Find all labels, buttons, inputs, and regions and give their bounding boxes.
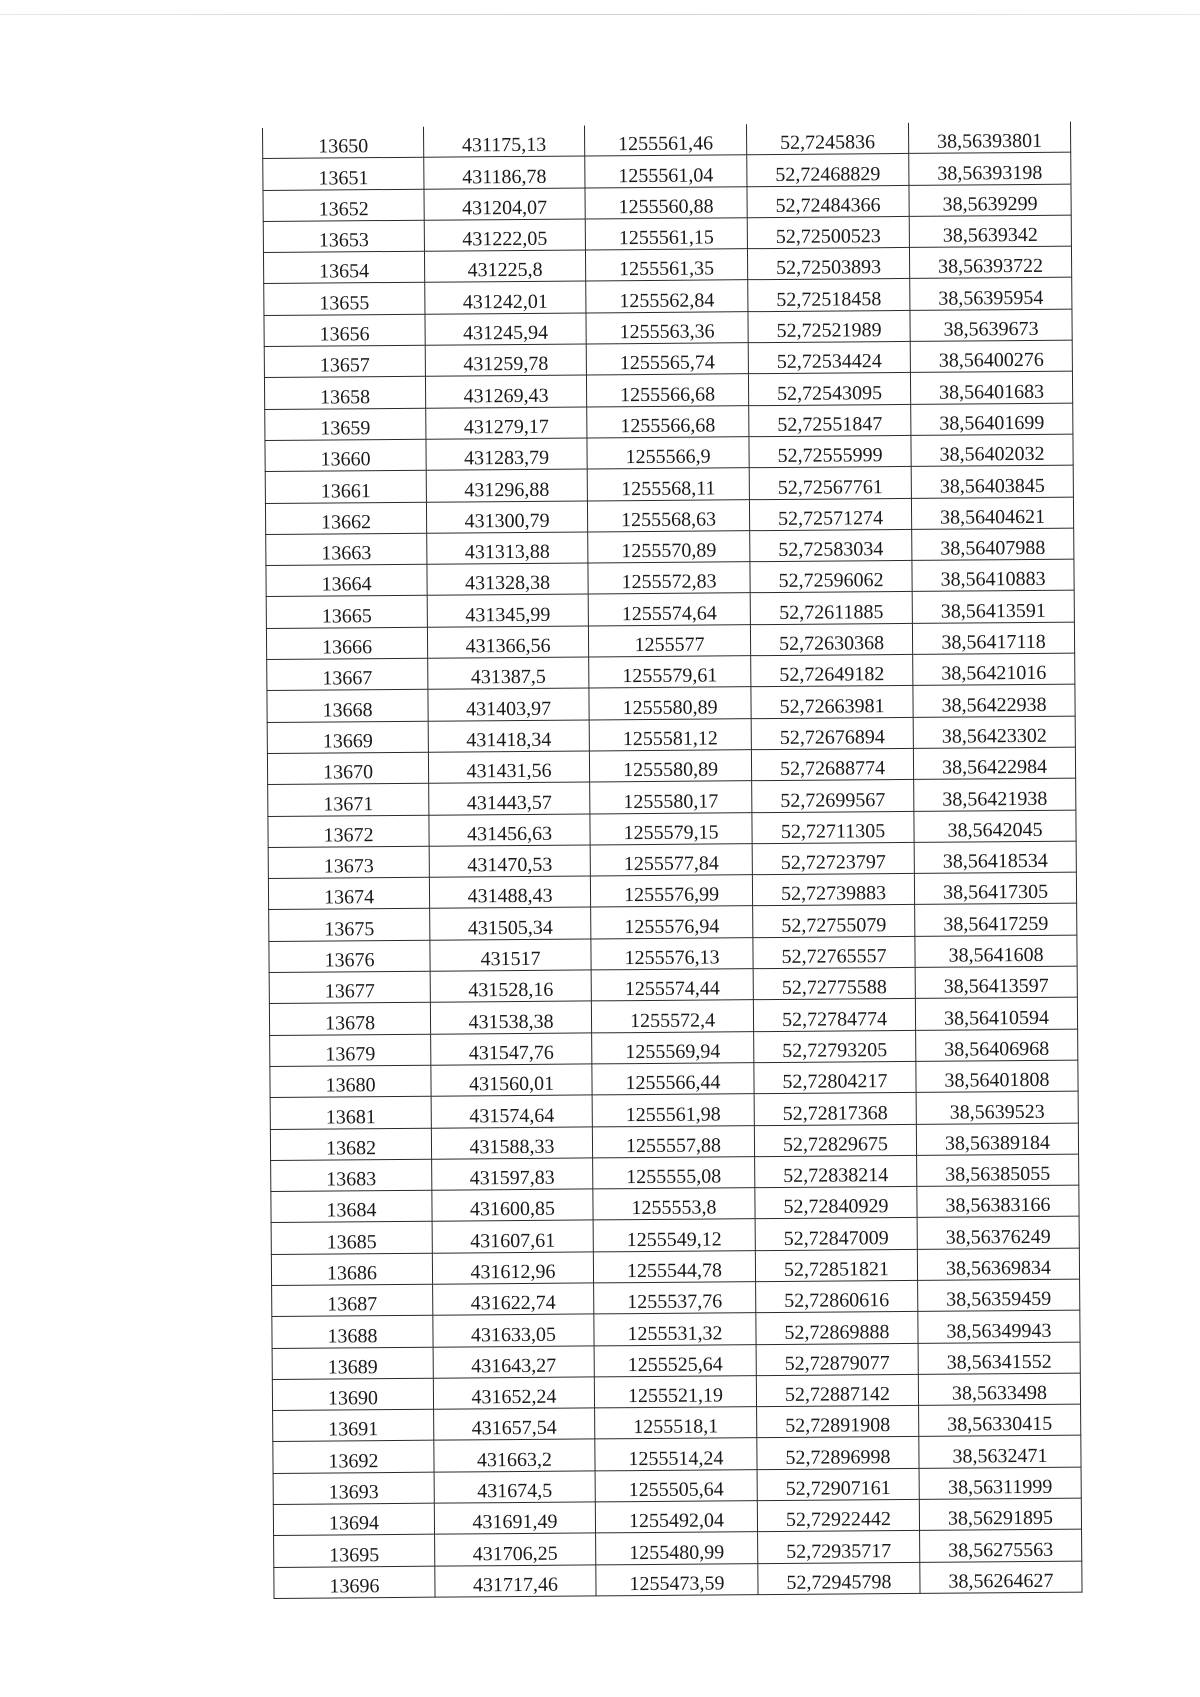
point-number-cell: 13663 <box>266 533 427 566</box>
x-coordinate-cell: 431175,13 <box>423 125 584 157</box>
point-number-cell: 13690 <box>272 1378 433 1411</box>
point-number-cell: 13692 <box>273 1441 434 1474</box>
x-coordinate-cell: 431242,01 <box>425 281 586 314</box>
longitude-cell: 38,56422984 <box>913 747 1075 780</box>
y-coordinate-cell: 1255580,89 <box>589 687 751 720</box>
latitude-cell: 52,72711305 <box>752 811 914 844</box>
latitude-cell: 52,72596062 <box>750 561 912 594</box>
y-coordinate-cell: 1255561,98 <box>592 1094 754 1127</box>
x-coordinate-cell: 431387,5 <box>428 657 589 690</box>
y-coordinate-cell: 1255562,84 <box>586 280 748 313</box>
point-number-cell: 13659 <box>265 408 426 441</box>
x-coordinate-cell: 431622,74 <box>433 1283 594 1316</box>
point-number-cell: 13651 <box>263 158 424 191</box>
longitude-cell: 38,56423302 <box>913 716 1075 749</box>
point-number-cell: 13674 <box>268 877 429 910</box>
latitude-cell: 52,72518458 <box>748 279 910 312</box>
latitude-cell: 52,72879077 <box>756 1343 918 1376</box>
y-coordinate-cell: 1255577 <box>588 624 750 657</box>
longitude-cell: 38,56393722 <box>909 246 1071 279</box>
point-number-cell: 13679 <box>270 1034 431 1067</box>
point-number-cell: 13685 <box>271 1222 432 1255</box>
x-coordinate-cell: 431691,49 <box>434 1502 595 1535</box>
point-number-cell: 13670 <box>267 752 428 785</box>
x-coordinate-cell: 431470,53 <box>429 845 590 878</box>
latitude-cell: 52,7245836 <box>746 123 908 155</box>
x-coordinate-cell: 431600,85 <box>432 1189 593 1222</box>
longitude-cell: 38,5639523 <box>916 1091 1078 1124</box>
latitude-cell: 52,72860616 <box>756 1280 918 1313</box>
x-coordinate-cell: 431443,57 <box>429 782 590 815</box>
latitude-cell: 52,72804217 <box>754 1061 916 1094</box>
y-coordinate-cell: 1255570,89 <box>588 531 750 564</box>
longitude-cell: 38,56393198 <box>909 152 1071 185</box>
x-coordinate-cell: 431345,99 <box>427 594 588 627</box>
longitude-cell: 38,56401699 <box>911 403 1073 436</box>
point-number-cell: 13657 <box>264 345 425 378</box>
scan-edge-line <box>0 14 1200 15</box>
x-coordinate-cell: 431528,16 <box>430 970 591 1003</box>
latitude-cell: 52,72649182 <box>751 654 913 687</box>
y-coordinate-cell: 1255574,44 <box>591 969 753 1002</box>
longitude-cell: 38,56410594 <box>915 997 1077 1030</box>
longitude-cell: 38,56421938 <box>914 778 1076 811</box>
x-coordinate-cell: 431431,56 <box>428 751 589 784</box>
x-coordinate-cell: 431663,2 <box>434 1439 595 1472</box>
longitude-cell: 38,5632471 <box>919 1436 1081 1469</box>
longitude-cell: 38,56403845 <box>911 465 1073 498</box>
x-coordinate-cell: 431538,38 <box>430 1001 591 1034</box>
longitude-cell: 38,56413591 <box>912 591 1074 624</box>
latitude-cell: 52,72817368 <box>754 1093 916 1126</box>
latitude-cell: 52,72945798 <box>758 1562 920 1595</box>
coordinates-table-body <box>262 122 1082 1599</box>
longitude-cell: 38,56401808 <box>916 1060 1078 1093</box>
x-coordinate-cell: 431245,94 <box>425 313 586 346</box>
longitude-cell: 38,56413597 <box>915 966 1077 999</box>
latitude-cell: 52,72723797 <box>752 842 914 875</box>
latitude-cell: 52,72567761 <box>749 467 911 500</box>
x-coordinate-cell: 431225,8 <box>424 250 585 283</box>
latitude-cell: 52,72887142 <box>756 1374 918 1407</box>
latitude-cell: 52,72484366 <box>747 185 909 218</box>
longitude-cell: 38,56421016 <box>913 653 1075 686</box>
latitude-cell: 52,72784774 <box>753 999 915 1032</box>
point-number-cell: 13689 <box>272 1347 433 1380</box>
x-coordinate-cell: 431607,61 <box>432 1220 593 1253</box>
y-coordinate-cell: 1255569,94 <box>592 1031 754 1064</box>
point-number-cell: 13669 <box>267 721 428 754</box>
x-coordinate-cell: 431300,79 <box>426 501 587 534</box>
x-coordinate-cell: 431706,25 <box>435 1533 596 1566</box>
longitude-cell: 38,56401683 <box>910 372 1072 405</box>
x-coordinate-cell: 431418,34 <box>428 720 589 753</box>
y-coordinate-cell: 1255577,84 <box>590 844 752 877</box>
y-coordinate-cell: 1255560,88 <box>585 186 747 219</box>
y-coordinate-cell: 1255566,68 <box>587 405 749 438</box>
latitude-cell: 52,72891908 <box>757 1406 919 1439</box>
latitude-cell: 52,72838214 <box>755 1155 917 1188</box>
y-coordinate-cell: 1255579,61 <box>589 656 751 689</box>
y-coordinate-cell: 1255561,15 <box>585 218 747 251</box>
longitude-cell: 38,56383166 <box>917 1185 1079 1218</box>
x-coordinate-cell: 431403,97 <box>428 688 589 721</box>
y-coordinate-cell: 1255576,99 <box>590 875 752 908</box>
latitude-cell: 52,72630368 <box>750 623 912 656</box>
latitude-cell: 52,72869888 <box>756 1312 918 1345</box>
point-number-cell: 13675 <box>269 909 430 942</box>
point-number-cell: 13691 <box>273 1409 434 1442</box>
longitude-cell: 38,56349943 <box>918 1310 1080 1343</box>
x-coordinate-cell: 431328,38 <box>427 563 588 596</box>
longitude-cell: 38,56422938 <box>913 684 1075 717</box>
y-coordinate-cell: 1255580,89 <box>589 750 751 783</box>
point-number-cell: 13693 <box>273 1472 434 1505</box>
point-number-cell: 13680 <box>270 1065 431 1098</box>
y-coordinate-cell: 1255553,8 <box>593 1188 755 1221</box>
longitude-cell: 38,56402032 <box>911 434 1073 467</box>
y-coordinate-cell: 1255565,74 <box>586 343 748 376</box>
longitude-cell: 38,56395954 <box>910 278 1072 311</box>
y-coordinate-cell: 1255566,9 <box>587 437 749 470</box>
coordinates-table <box>262 122 1083 1599</box>
longitude-cell: 38,56275563 <box>920 1529 1082 1562</box>
point-number-cell: 13650 <box>262 127 423 159</box>
point-number-cell: 13687 <box>272 1284 433 1317</box>
point-number-cell: 13696 <box>274 1566 435 1599</box>
point-number-cell: 13672 <box>268 815 429 848</box>
y-coordinate-cell: 1255568,63 <box>587 499 749 532</box>
longitude-cell: 38,56264627 <box>920 1561 1082 1594</box>
longitude-cell: 38,5639673 <box>910 309 1072 342</box>
y-coordinate-cell: 1255505,64 <box>595 1469 757 1502</box>
longitude-cell: 38,56418534 <box>914 841 1076 874</box>
point-number-cell: 13660 <box>265 439 426 472</box>
longitude-cell: 38,5641608 <box>915 935 1077 968</box>
x-coordinate-cell: 431204,07 <box>424 188 585 221</box>
longitude-cell: 38,56417259 <box>915 904 1077 937</box>
x-coordinate-cell: 431547,76 <box>431 1033 592 1066</box>
longitude-cell: 38,56393801 <box>908 122 1070 154</box>
y-coordinate-cell: 1255544,78 <box>593 1250 755 1283</box>
latitude-cell: 52,72611885 <box>750 592 912 625</box>
point-number-cell: 13653 <box>263 220 424 253</box>
point-number-cell: 13661 <box>265 470 426 503</box>
latitude-cell: 52,72765557 <box>753 936 915 969</box>
y-coordinate-cell: 1255514,24 <box>595 1438 757 1471</box>
longitude-cell: 38,56389184 <box>916 1123 1078 1156</box>
x-coordinate-cell: 431652,24 <box>433 1377 594 1410</box>
x-coordinate-cell: 431222,05 <box>424 219 585 252</box>
y-coordinate-cell: 1255568,11 <box>587 468 749 501</box>
point-number-cell: 13658 <box>264 377 425 410</box>
latitude-cell: 52,72840929 <box>755 1186 917 1219</box>
x-coordinate-cell: 431633,05 <box>433 1314 594 1347</box>
point-number-cell: 13695 <box>274 1535 435 1568</box>
x-coordinate-cell: 431574,64 <box>431 1095 592 1128</box>
longitude-cell: 38,56291895 <box>919 1498 1081 1531</box>
y-coordinate-cell: 1255561,35 <box>585 249 747 282</box>
point-number-cell: 13664 <box>266 564 427 597</box>
y-coordinate-cell: 1255561,46 <box>584 124 746 156</box>
latitude-cell: 52,72829675 <box>754 1124 916 1157</box>
latitude-cell: 52,72793205 <box>754 1030 916 1063</box>
y-coordinate-cell: 1255557,88 <box>592 1125 754 1158</box>
y-coordinate-cell: 1255572,83 <box>588 562 750 595</box>
longitude-cell: 38,56400276 <box>910 340 1072 373</box>
point-number-cell: 13682 <box>270 1128 431 1161</box>
longitude-cell: 38,56407988 <box>912 528 1074 561</box>
latitude-cell: 52,72500523 <box>747 216 909 249</box>
longitude-cell: 38,56369834 <box>917 1248 1079 1281</box>
latitude-cell: 52,72755079 <box>753 905 915 938</box>
latitude-cell: 52,72699567 <box>752 780 914 813</box>
latitude-cell: 52,72688774 <box>751 748 913 781</box>
longitude-cell: 38,56330415 <box>919 1404 1081 1437</box>
latitude-cell: 52,72935717 <box>758 1531 920 1564</box>
longitude-cell: 38,5642045 <box>914 810 1076 843</box>
point-number-cell: 13654 <box>263 251 424 284</box>
longitude-cell: 38,56376249 <box>917 1217 1079 1250</box>
x-coordinate-cell: 431505,34 <box>430 907 591 940</box>
longitude-cell: 38,56406968 <box>916 1029 1078 1062</box>
latitude-cell: 52,72676894 <box>751 717 913 750</box>
x-coordinate-cell: 431259,78 <box>425 344 586 377</box>
longitude-cell: 38,56417118 <box>912 622 1074 655</box>
point-number-cell: 13694 <box>273 1503 434 1536</box>
latitude-cell: 52,72503893 <box>747 248 909 281</box>
latitude-cell: 52,72847009 <box>755 1218 917 1251</box>
y-coordinate-cell: 1255525,64 <box>594 1344 756 1377</box>
x-coordinate-cell: 431517 <box>430 939 591 972</box>
x-coordinate-cell: 431560,01 <box>431 1064 592 1097</box>
point-number-cell: 13683 <box>271 1159 432 1192</box>
y-coordinate-cell: 1255566,44 <box>592 1063 754 1096</box>
y-coordinate-cell: 1255579,15 <box>590 812 752 845</box>
latitude-cell: 52,72739883 <box>752 874 914 907</box>
y-coordinate-cell: 1255576,94 <box>591 906 753 939</box>
point-number-cell: 13686 <box>271 1253 432 1286</box>
x-coordinate-cell: 431643,27 <box>433 1346 594 1379</box>
x-coordinate-cell: 431366,56 <box>427 626 588 659</box>
longitude-cell: 38,5639299 <box>909 184 1071 217</box>
y-coordinate-cell: 1255473,59 <box>596 1563 758 1596</box>
longitude-cell: 38,5639342 <box>909 215 1071 248</box>
latitude-cell: 52,72543095 <box>748 373 910 406</box>
longitude-cell: 38,5633498 <box>918 1373 1080 1406</box>
x-coordinate-cell: 431488,43 <box>429 876 590 909</box>
longitude-cell: 38,56404621 <box>911 497 1073 530</box>
latitude-cell: 52,72571274 <box>749 498 911 531</box>
x-coordinate-cell: 431186,78 <box>424 156 585 189</box>
latitude-cell: 52,72534424 <box>748 341 910 374</box>
x-coordinate-cell: 431717,46 <box>435 1565 596 1598</box>
longitude-cell: 38,56311999 <box>919 1467 1081 1500</box>
y-coordinate-cell: 1255521,19 <box>594 1376 756 1409</box>
x-coordinate-cell: 431612,96 <box>432 1252 593 1285</box>
point-number-cell: 13677 <box>269 971 430 1004</box>
y-coordinate-cell: 1255580,17 <box>590 781 752 814</box>
point-number-cell: 13684 <box>271 1190 432 1223</box>
y-coordinate-cell: 1255572,4 <box>591 1000 753 1033</box>
y-coordinate-cell: 1255518,1 <box>595 1407 757 1440</box>
x-coordinate-cell: 431279,17 <box>426 407 587 440</box>
x-coordinate-cell: 431283,79 <box>426 438 587 471</box>
y-coordinate-cell: 1255492,04 <box>595 1501 757 1534</box>
y-coordinate-cell: 1255563,36 <box>586 311 748 344</box>
y-coordinate-cell: 1255549,12 <box>593 1219 755 1252</box>
longitude-cell: 38,56359459 <box>918 1279 1080 1312</box>
point-number-cell: 13666 <box>266 627 427 660</box>
point-number-cell: 13673 <box>268 846 429 879</box>
x-coordinate-cell: 431296,88 <box>426 469 587 502</box>
y-coordinate-cell: 1255531,32 <box>594 1313 756 1346</box>
y-coordinate-cell: 1255555,08 <box>593 1156 755 1189</box>
longitude-cell: 38,56410883 <box>912 559 1074 592</box>
x-coordinate-cell: 431588,33 <box>431 1126 592 1159</box>
longitude-cell: 38,56341552 <box>918 1342 1080 1375</box>
y-coordinate-cell: 1255480,99 <box>596 1532 758 1565</box>
point-number-cell: 13652 <box>263 189 424 222</box>
latitude-cell: 52,72775588 <box>753 967 915 1000</box>
latitude-cell: 52,72468829 <box>747 154 909 187</box>
point-number-cell: 13676 <box>269 940 430 973</box>
x-coordinate-cell: 431657,54 <box>434 1408 595 1441</box>
latitude-cell: 52,72922442 <box>757 1499 919 1532</box>
latitude-cell: 52,72896998 <box>757 1437 919 1470</box>
x-coordinate-cell: 431269,43 <box>425 375 586 408</box>
latitude-cell: 52,72851821 <box>755 1249 917 1282</box>
latitude-cell: 52,72521989 <box>748 310 910 343</box>
latitude-cell: 52,72551847 <box>749 404 911 437</box>
point-number-cell: 13662 <box>265 502 426 535</box>
point-number-cell: 13667 <box>267 658 428 691</box>
point-number-cell: 13665 <box>266 596 427 629</box>
y-coordinate-cell: 1255581,12 <box>589 718 751 751</box>
y-coordinate-cell: 1255574,64 <box>588 593 750 626</box>
latitude-cell: 52,72555999 <box>749 435 911 468</box>
longitude-cell: 38,56385055 <box>917 1154 1079 1187</box>
longitude-cell: 38,56417305 <box>914 872 1076 905</box>
point-number-cell: 13655 <box>264 283 425 316</box>
point-number-cell: 13681 <box>270 1096 431 1129</box>
x-coordinate-cell: 431597,83 <box>432 1158 593 1191</box>
latitude-cell: 52,72907161 <box>757 1468 919 1501</box>
document-page <box>262 122 1082 1599</box>
y-coordinate-cell: 1255561,04 <box>585 155 747 188</box>
y-coordinate-cell: 1255537,76 <box>594 1282 756 1315</box>
x-coordinate-cell: 431313,88 <box>427 532 588 565</box>
point-number-cell: 13671 <box>268 783 429 816</box>
x-coordinate-cell: 431674,5 <box>434 1471 595 1504</box>
latitude-cell: 52,72583034 <box>750 529 912 562</box>
x-coordinate-cell: 431456,63 <box>429 813 590 846</box>
latitude-cell: 52,72663981 <box>751 686 913 719</box>
point-number-cell: 13688 <box>272 1315 433 1348</box>
point-number-cell: 13678 <box>269 1003 430 1036</box>
point-number-cell: 13668 <box>267 690 428 723</box>
y-coordinate-cell: 1255566,68 <box>586 374 748 407</box>
point-number-cell: 13656 <box>264 314 425 347</box>
y-coordinate-cell: 1255576,13 <box>591 937 753 970</box>
table-row <box>274 1561 1082 1599</box>
